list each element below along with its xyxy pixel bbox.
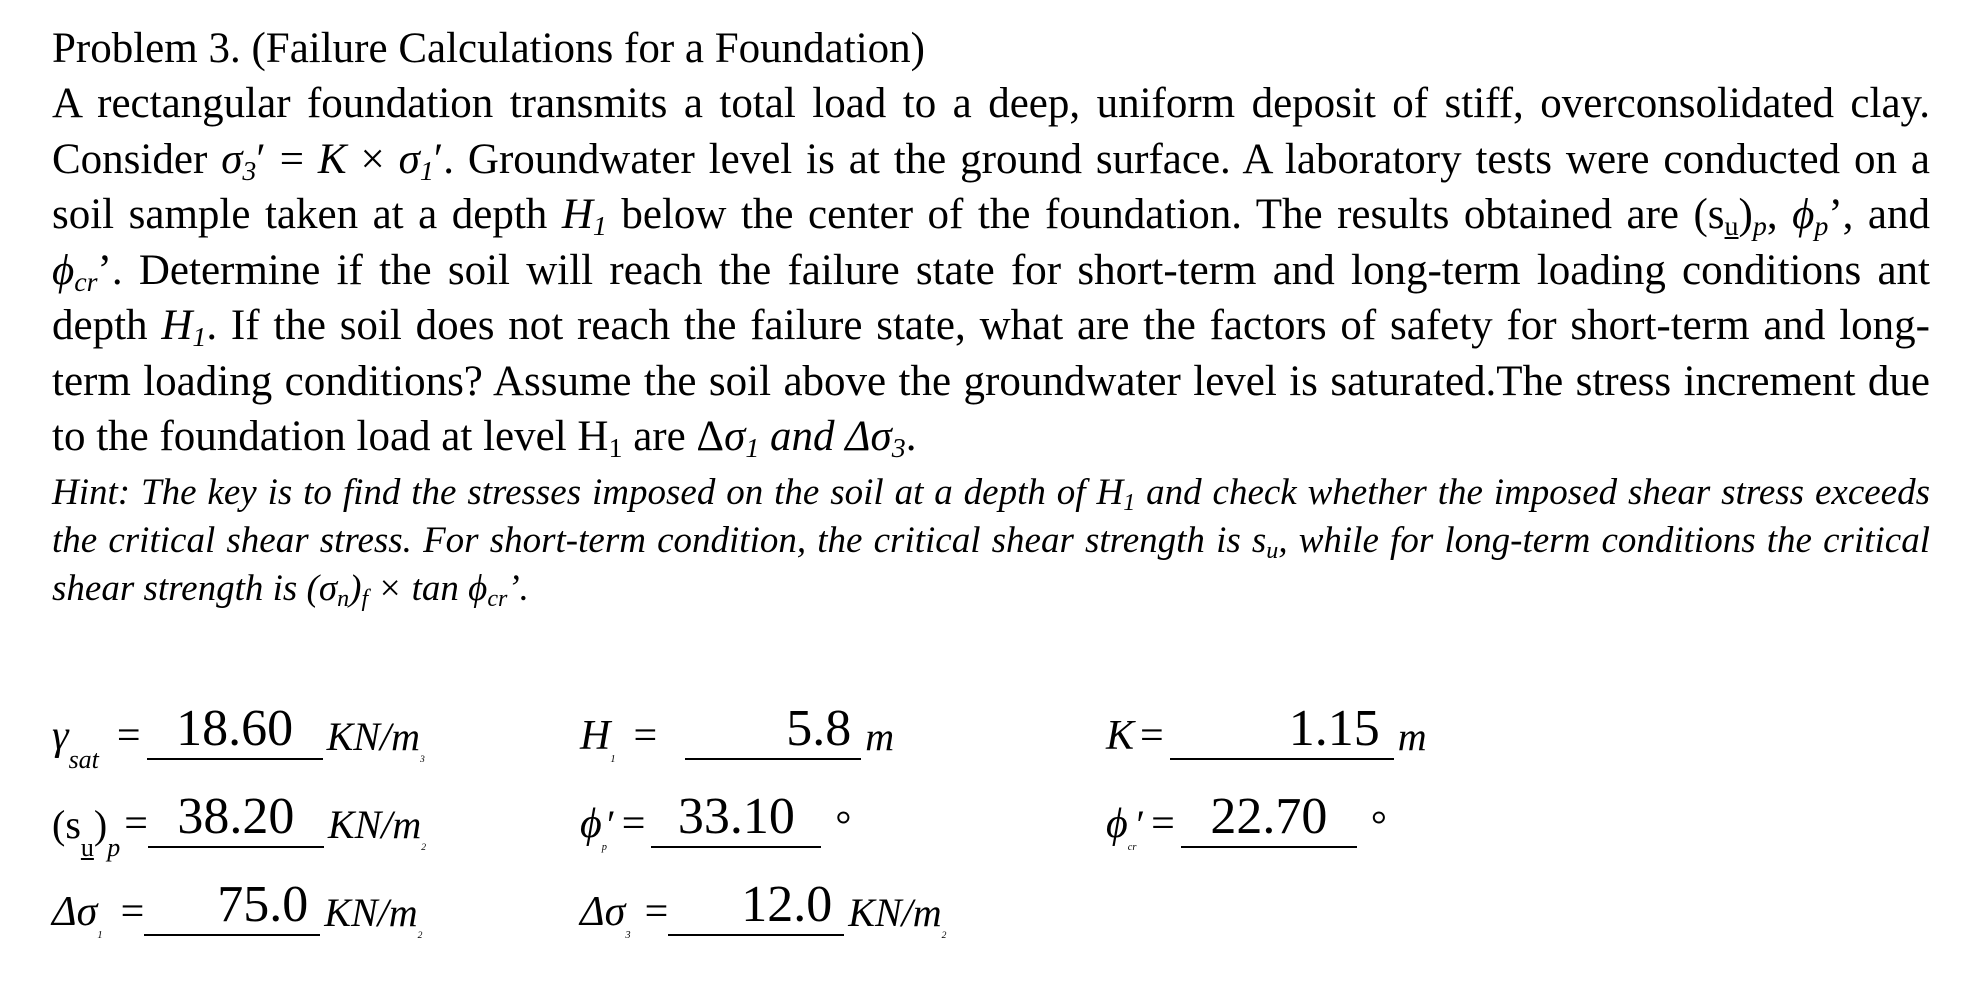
problem-title: Problem 3. (Failure Calculations for a Foundation) — [52, 25, 925, 72]
K-value: 1.15 — [1170, 700, 1394, 760]
param-K: K = 1.15 m — [1106, 700, 1427, 759]
param-phi-p: ϕ p ′ = 33.10 ° — [580, 788, 852, 853]
param-H1: H 1 = 5.8 m — [580, 700, 895, 765]
param-su-p: (s u ) p = 38.20 KN/m 2 — [52, 788, 427, 862]
given-parameters — [52, 690, 1932, 970]
param-delta-sigma1: Δσ 1 = 75.0 KN/m 2 — [52, 876, 423, 941]
phi-cr-value: 22.70 — [1181, 788, 1357, 848]
gamma-sat-value: 18.60 — [147, 700, 323, 760]
problem-document — [52, 22, 1930, 613]
delta-sigma1-value: 75.0 — [144, 876, 320, 936]
delta-sigma3-value: 12.0 — [668, 876, 844, 936]
H1-value: 5.8 — [685, 700, 861, 760]
param-gamma-sat: γ sat = 18.60 KN/m 3 — [52, 700, 425, 774]
hint-text: Hint: The key is to find the stresses imposed on the soil at a depth of $H_1$ and check whether the imposed shear stress exceeds the critical shear stress. For short-term condition, the critical shear strength is $s_u$, while for long-term conditions the critical shear strength is $(\sigma_n)_f \times \tan \phi_{cr}$’. — [52, 471, 1930, 612]
params-row-3 — [52, 866, 1932, 941]
param-delta-sigma3: Δσ 3 = 12.0 KN/m 2 — [580, 876, 947, 941]
problem-statement: A rectangular foundation transmits a total load to a deep, uniform deposit of stiff, overconsolidated clay. Consider $\sigma_3' = K \times \sigma_1'$. Groundwater level is at the ground surface. A laboratory tests were conducted on a soil sample taken at a depth $H_1$ below the center of the foundation. The results obtained are $(s_u)_p$, $\phi_p$’, and $\phi_{cr}$’. Determine if the soil will reach the failure state for short-term and long-term loading conditions ant depth $H_1$. If the soil does not reach the failure state, what are the factors of safety for short-term and long-term loading conditions? Assume the soil above the groundwater level is saturated.The stress increment due to the foundation load at level $H_1$ are $\Delta\sigma_1$ and $\Delta\sigma_3$. — [52, 80, 1931, 464]
su-p-value: 38.20 — [148, 788, 324, 848]
params-row-2 — [52, 778, 1932, 862]
params-row-1 — [52, 690, 1932, 774]
param-phi-cr: ϕ cr ′ = 22.70 ° — [1106, 788, 1387, 853]
phi-p-value: 33.10 — [651, 788, 821, 848]
